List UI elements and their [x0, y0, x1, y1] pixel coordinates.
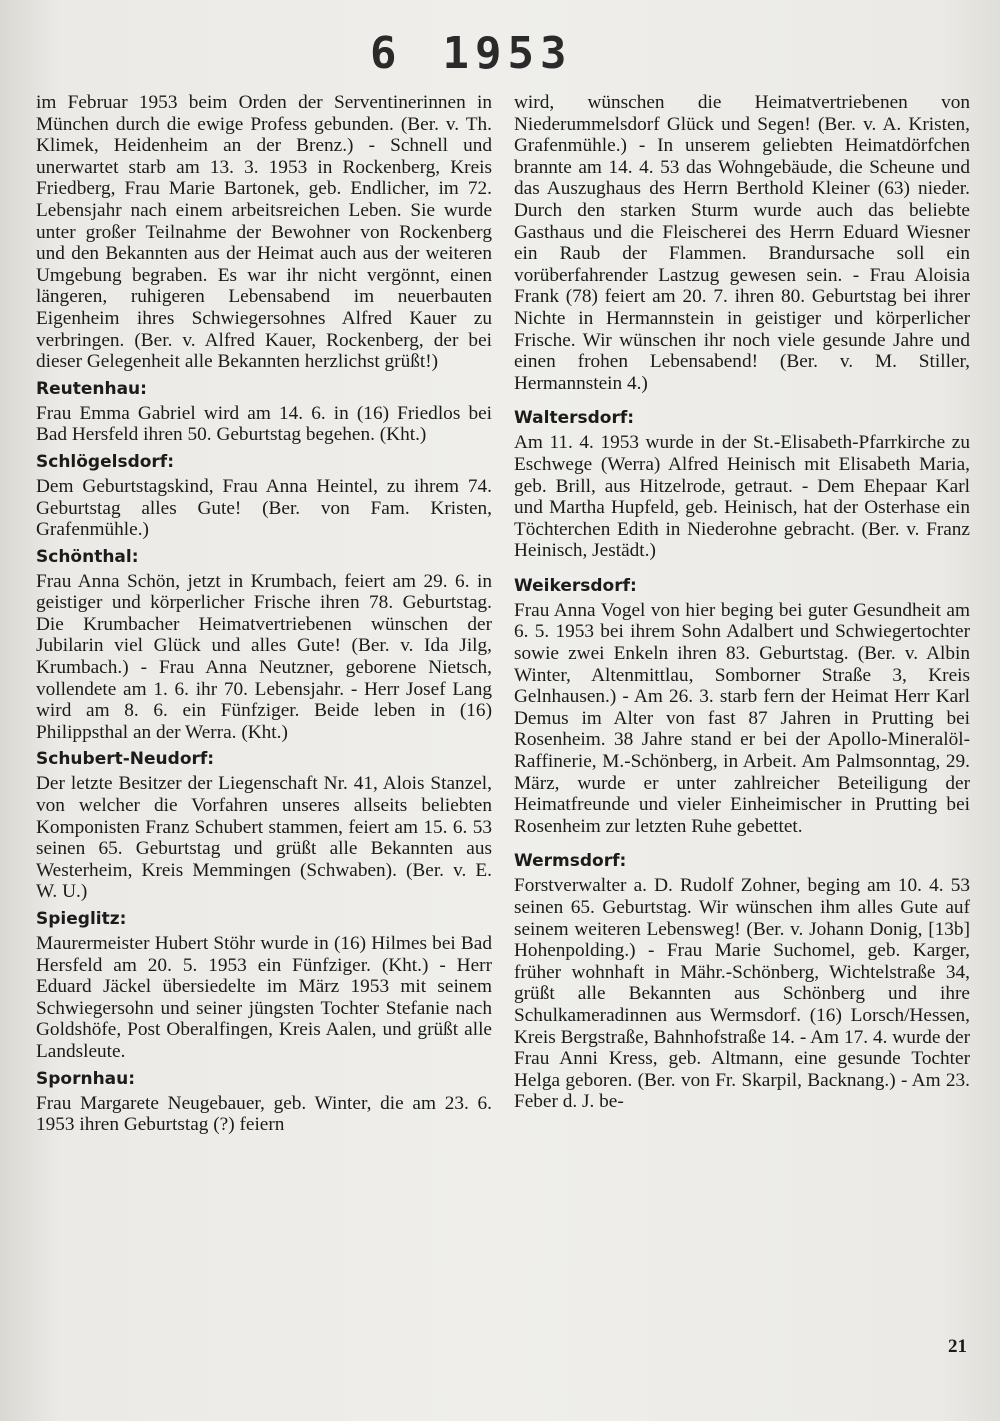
text-waltersdorf: Am 11. 4. 1953 wurde in der St.-Elisabeth-Pfarrkirche zu Eschwege (Werra) Alfred Heinisch mit Elisabeth Maria, geb. Brill, aus Hitzelrode, getraut. - Dem Ehepaar Karl und Martha Hupfeld, geb. Heinisch, hat der Osterhase ein Töchterchen Edith in Niederohne gebracht. (Ber. v. Franz Heinisch, Jestädt.)	[514, 432, 970, 562]
right-intro-paragraph: wird, wünschen die Heimatvertriebenen von Niederummelsdorf Glück und Segen! (Ber. v. A. Kristen, Grafenmühle.) - In unserem geliebten Heimatdörfchen brannte am 14. 4. 53 das Wohngebäude, die Scheune und das Auszughaus des Herrn Berthold Kleiner (63) nieder. Durch den starken Sturm wurde auch das beliebte Gasthaus und die Fleischerei des Herrn Eduard Wiesner ein Raub der Flammen. Brandursache soll ein vorüberfahrender Lastzug gewesen sein. - Frau Aloisia Frank (78) feiert am 20. 7. ihren 80. Geburtstag bei ihrer Nichte in Hermannstein in geistiger und körperlicher Frische. Wir wünschen ihr noch viele gesunde Jahre und einen frohen Lebensabend! (Ber. v. M. Stiller, Hermannstein 4.)	[514, 92, 970, 394]
left-column	[36, 92, 492, 1136]
heading-schloegelsdorf: Schlögelsdorf:	[36, 451, 175, 472]
text-weikersdorf: Frau Anna Vogel von hier beging bei guter Gesundheit am 6. 5. 1953 bei ihrem Sohn Adalbert und Schwiegertochter sowie zwei Enkeln ihren 83. Geburtstag. (Ber. v. Albin Winter, Altenmittlau, Somborner Straße 3, Kreis Gelnhausen.) - Am 26. 3. starb fern der Heimat Herr Karl Demus im Alter von fast 87 Jahren in Prutting bei Rosenheim. 38 Jahre stand er bei der Apollo-Mineralöl-Raffinerie, M.-Schönberg, in Arbeit. Am Palmsonntag, 29. März, wurde er unter zahlreicher Beteiligung der Heimatfreunde und vieler Einheimischer in Prutting bei Rosenheim zur letzten Ruhe gebettet.	[514, 599, 970, 837]
text-spieglitz: Maurermeister Hubert Stöhr wurde in (16) Hilmes bei Bad Hersfeld am 20. 5. 1953 ein Fünfziger. (Kht.) - Herr Eduard Jäckel übersiedelte im März 1953 mit seinem Schwiegersohn und seiner jüngsten Tochter Stefanie nach Goldshöfe, Post Oberalfingen, Kreis Aalen, und grüßt alle Landsleute.	[36, 933, 492, 1062]
text-wermsdorf: Forstverwalter a. D. Rudolf Zohner, beging am 10. 4. 53 seinen 65. Geburtstag. Wir wünschen ihm alles Gute auf seinem weiteren Lebensweg! (Ber. v. Johann Donig, [13b] Hohenpolding.) - Frau Marie Suchomel, geb. Karger, früher wohnhaft in Mähr.-Schönberg, Wichtelstraße 34, grüßt alle Bekannten aus Schönberg und ihre Schulkameradinnen aus Wermsdorf. (16) Lorsch/Hessen, Kreis Bergstraße, Bahnhofstraße 14. - Am 17. 4. wurde der Frau Anni Kress, geb. Altmann, eine gesunde Tochter Helga geboren. (Ber. von Fr. Skarpil, Backnang.) - Am 23. Feber d. J. be-	[514, 875, 970, 1113]
issue-year: 1953	[442, 28, 573, 79]
heading-schoenthal: Schönthal:	[36, 546, 139, 567]
text-spornhau: Frau Margarete Neugebauer, geb. Winter, die am 23. 6. 1953 ihren Geburtstag (?) feiern	[36, 1092, 492, 1136]
text-reutenhau: Frau Emma Gabriel wird am 14. 6. in (16) Friedlos bei Bad Hersfeld ihren 50. Geburtstag begehen. (Kht.)	[36, 402, 492, 446]
heading-spieglitz: Spieglitz:	[36, 909, 127, 929]
text-schoenthal: Frau Anna Schön, jetzt in Krumbach, feiert am 29. 6. in geistiger und körperlicher Frische ihren 78. Geburtstag. Die Krumbacher Heimatvertriebenen wünschen der Jubilarin viel Glück und alles Gute! (Ber. v. Ida Jilg, Krumbach.) - Frau Anna Neutzner, geborene Nietsch, vollendete am 1. 6. ihr 70. Lebensjahr. - Herr Josef Lang wird am 8. 6. ein Fünfziger. Beide leben in (16) Philippsthal an der Werra. (Kht.)	[36, 570, 492, 743]
text-schloegelsdorf: Dem Geburtstagskind, Frau Anna Heintel, zu ihrem 74. Geburtstag alles Gute! (Ber. von Fam. Kristen, Grafenmühle.)	[36, 475, 492, 541]
heading-reutenhau: Reutenhau:	[36, 378, 147, 399]
text-schubert-neudorf: Der letzte Besitzer der Liegenschaft Nr. 41, Alois Stanzel, von welcher die Vorfahren unseres allseits beliebten Komponisten Franz Schubert stammen, feiert am 15. 6. 53 seinen 65. Geburtstag und grüßt alle Bekannten aus Westerheim, Kreis Memmingen (Schwaben). (Ber. v. E. W. U.)	[36, 773, 492, 903]
heading-weikersdorf: Weikersdorf:	[514, 575, 637, 596]
page-number: 21	[948, 1336, 967, 1357]
heading-waltersdorf: Waltersdorf:	[514, 408, 635, 429]
issue-number: 6	[370, 28, 403, 79]
left-intro-paragraph: im Februar 1953 beim Orden der Serventinerinnen in München durch die ewige Profess gebunden. (Ber. v. Th. Klimek, Heidenheim an der Brenz.) - Schnell und unerwartet starb am 13. 3. 1953 in Rockenberg, Kreis Friedberg, Frau Marie Bartonek, geb. Endlicher, im 72. Lebensjahr nach einem arbeitsreichen Leben. Sie wurde unter großer Teilnahme der Bewohner von Rockenberg und den Bekannten aus der Heimat auch aus der weiteren Umgebung begraben. Es war ihr nicht vergönnt, einen längeren, ruhigeren Lebensabend im neuerbauten Eigenheim ihres Schwiegersohnes Alfred Kauer zu verbringen. (Ber. v. Alfred Kauer, Rockenberg, der bei dieser Gelegenheit alle Bekannten herzlichst grüßt!)	[36, 92, 492, 373]
heading-wermsdorf: Wermsdorf:	[514, 851, 627, 872]
issue-stamp	[370, 28, 572, 79]
heading-schubert-neudorf: Schubert-Neudorf:	[36, 749, 215, 770]
heading-spornhau: Spornhau:	[36, 1068, 136, 1089]
right-column	[514, 92, 970, 1113]
